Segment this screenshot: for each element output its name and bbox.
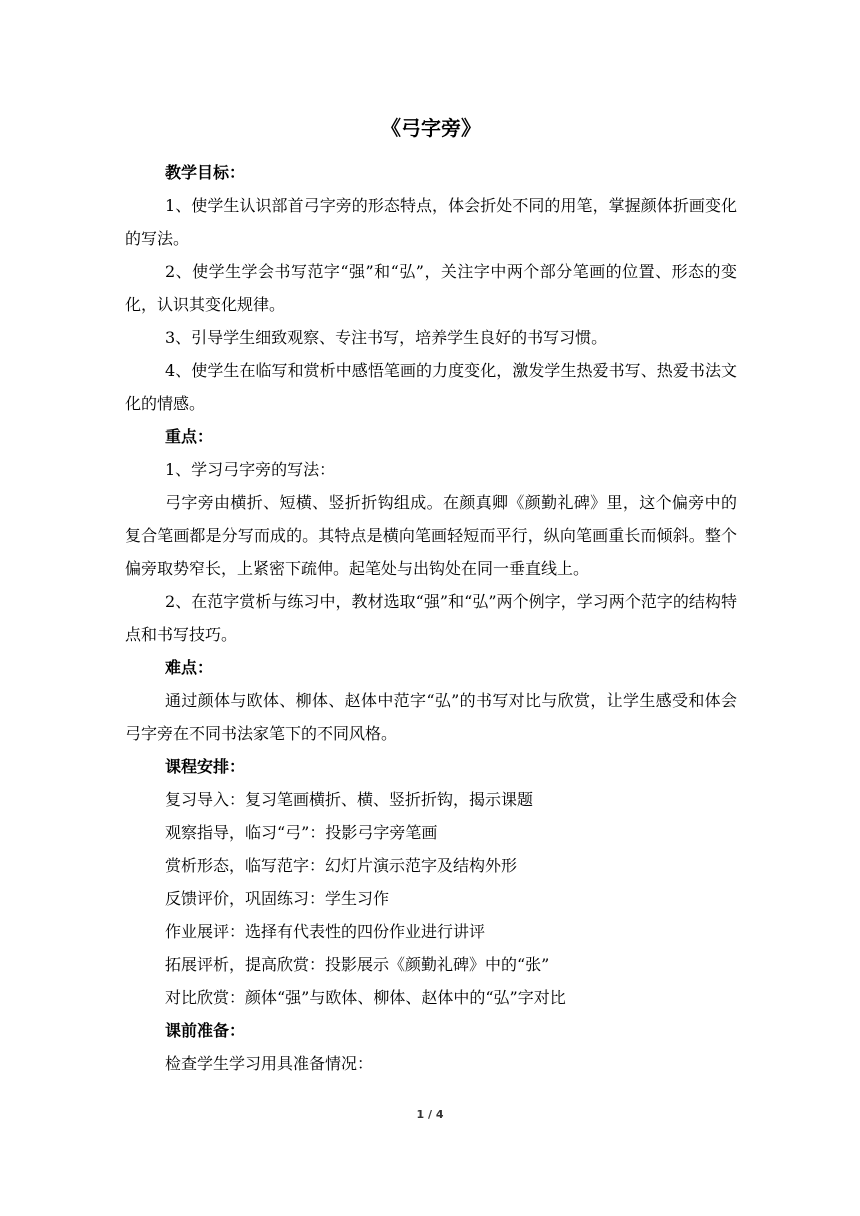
objective-item: 1、使学生认识部首弓字旁的形态特点，体会折处不同的用笔，掌握颜体折画变化的写法。 bbox=[125, 196, 737, 248]
schedule-item: 复习导入：复习笔画横折、横、竖折折钩，揭示课题 bbox=[165, 790, 534, 809]
key-point-item: 弓字旁由横折、短横、竖折折钩组成。在颜真卿《颜勤礼碑》里，这个偏旁中的复合笔画都是分写而成的。其特点是横向笔画轻短而平行，纵向笔画重长而倾斜。整个偏旁取势窄长，上紧密下疏伸。起笔处与出钩处在同一垂直线上。 bbox=[125, 493, 737, 578]
key-points-heading: 重点： bbox=[165, 427, 214, 446]
objective-item: 4、使学生在临写和赏析中感悟笔画的力度变化，激发学生热爱书写、热爱书法文化的情感。 bbox=[125, 361, 737, 413]
schedule-item: 反馈评价，巩固练习：学生习作 bbox=[165, 889, 390, 908]
objectives-heading: 教学目标： bbox=[165, 163, 246, 182]
difficulty-heading: 难点： bbox=[165, 658, 214, 677]
schedule-heading: 课程安排： bbox=[165, 757, 246, 776]
schedule-item: 观察指导，临习“弓”：投影弓字旁笔画 bbox=[165, 823, 438, 842]
objective-item: 2、使学生学会书写范字“强”和“弘”，关注字中两个部分笔画的位置、形态的变化，认识其变化规律。 bbox=[125, 262, 737, 314]
schedule-item: 拓展评析，提高欣赏：投影展示《颜勤礼碑》中的“张” bbox=[165, 955, 550, 974]
difficulty-text: 通过颜体与欧体、柳体、赵体中范字“弘”的书写对比与欣赏，让学生感受和体会弓字旁在不同书法家笔下的不同风格。 bbox=[125, 691, 737, 743]
schedule-item: 对比欣赏：颜体“强”与欧体、柳体、赵体中的“弘”字对比 bbox=[165, 988, 566, 1007]
schedule-item: 作业展评：选择有代表性的四份作业进行讲评 bbox=[165, 922, 486, 941]
schedule-item: 赏析形态，临写范字：幻灯片演示范字及结构外形 bbox=[165, 856, 518, 875]
preparation-text: 检查学生学习用具准备情况： bbox=[165, 1054, 374, 1073]
preparation-heading: 课前准备： bbox=[165, 1021, 246, 1040]
page-indicator: 1 / 4 bbox=[416, 1108, 444, 1121]
objective-item: 3、引导学生细致观察、专注书写，培养学生良好的书写习惯。 bbox=[165, 328, 608, 347]
key-point-item: 2、在范字赏析与练习中，教材选取“强”和“弘”两个例字，学习两个范字的结构特点和书写技巧。 bbox=[125, 592, 737, 644]
document-title: 《弓字旁》 bbox=[381, 116, 481, 140]
key-point-item: 1、学习弓字旁的写法： bbox=[165, 460, 336, 479]
document-content bbox=[125, 112, 737, 1080]
